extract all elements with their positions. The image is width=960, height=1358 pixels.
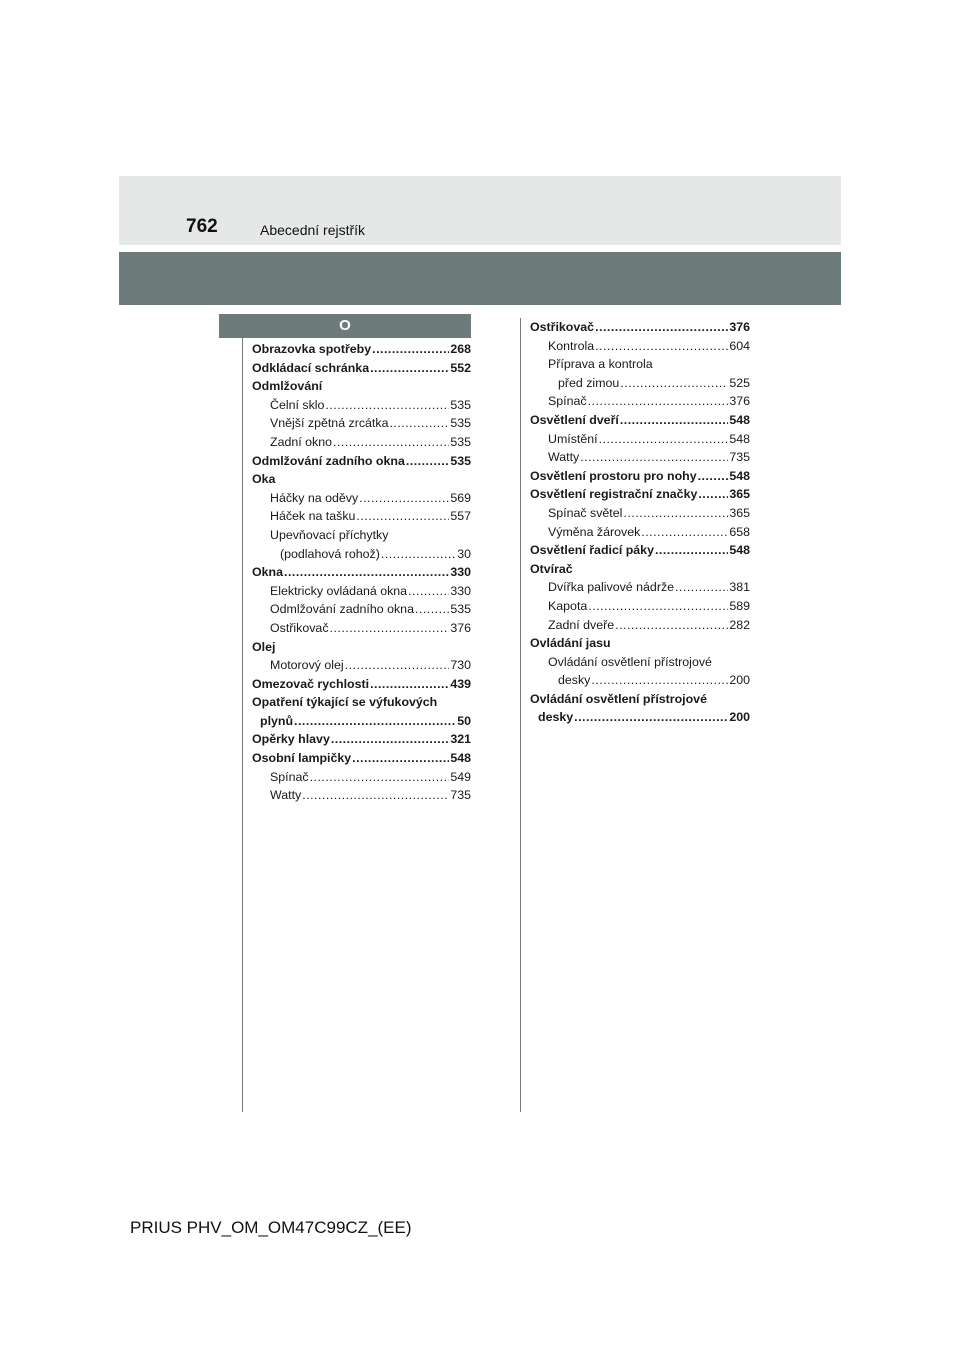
index-entry: [530, 708, 750, 727]
index-entry-term: Ovládání osvětlení přístrojové: [530, 691, 707, 706]
index-entry-page: 268: [450, 342, 471, 356]
index-entry: [252, 600, 471, 619]
dot-leader: [372, 340, 449, 359]
index-entry-term: Dvířka palivové nádrže: [548, 580, 675, 595]
index-entry-term: Spínač světel: [548, 505, 623, 520]
dot-leader: [595, 318, 728, 337]
index-entry-term: Omezovač rychlosti: [252, 676, 370, 691]
index-entry: [530, 392, 750, 411]
dot-leader: [359, 489, 449, 508]
index-entry-page: 557: [450, 509, 471, 524]
dot-leader: [588, 392, 729, 411]
index-entry-term: Otvírač: [530, 561, 573, 576]
dot-leader: [620, 411, 728, 430]
index-entry-page: 548: [729, 543, 750, 558]
index-entry-term: Osvětlení registrační značky: [530, 487, 698, 502]
index-entry: [530, 485, 750, 504]
page-number: 762: [186, 216, 218, 237]
index-entry: [530, 467, 750, 486]
dot-leader: [294, 712, 456, 731]
index-entry: [530, 374, 750, 393]
dot-leader: [615, 616, 728, 635]
index-entry-page: 569: [450, 490, 471, 505]
index-entry: [530, 523, 750, 542]
dot-leader: [415, 600, 449, 619]
index-entry: [530, 430, 750, 449]
dot-leader: [599, 430, 729, 449]
dot-leader: [580, 448, 728, 467]
index-entry-term: Háček na tašku: [270, 509, 356, 524]
index-entry: [252, 526, 471, 545]
index-entry: [252, 563, 471, 582]
index-entry: [252, 712, 471, 731]
index-entry-term: Háčky na oděvy: [270, 490, 359, 505]
index-entry-page: 548: [729, 468, 750, 483]
dot-leader: [370, 359, 449, 378]
index-entry: [252, 693, 471, 712]
dot-leader: [698, 485, 728, 504]
index-entry: [252, 452, 471, 471]
index-entry: [252, 582, 471, 601]
index-entry: [530, 634, 750, 653]
index-entry-term: plynů: [260, 713, 294, 728]
index-entry-term: Odmlžování: [252, 379, 323, 394]
index-entry-page: 50: [457, 713, 471, 728]
index-entry: [252, 470, 471, 489]
index-entry-term: Vnější zpětná zrcátka: [270, 416, 389, 431]
index-entry-term: Ostřikovač: [530, 320, 595, 334]
dot-leader: [591, 671, 728, 690]
dot-leader: [331, 730, 449, 749]
index-entry-page: 30: [457, 546, 471, 561]
index-entry-page: 381: [729, 580, 750, 595]
index-entry-term: Odmlžování zadního okna: [252, 453, 405, 468]
index-entry-page: 321: [450, 732, 471, 747]
header-band: [119, 176, 841, 245]
index-entry-page: 552: [450, 360, 471, 375]
document-code: PRIUS PHV_OM_OM47C99CZ_(EE): [130, 1218, 412, 1237]
dot-leader: [595, 337, 728, 356]
index-entry: [252, 489, 471, 508]
index-entry: [530, 541, 750, 560]
dot-leader: [623, 504, 728, 523]
index-entry-page: 200: [729, 673, 750, 688]
index-entry-term: Odmlžování zadního okna: [270, 602, 414, 617]
index-letter-tab: O: [219, 314, 471, 338]
index-entry-term: Ovládání jasu: [530, 636, 611, 651]
index-entry-page: 549: [450, 769, 471, 784]
index-entry-page: 548: [729, 412, 750, 427]
index-entry: [252, 786, 471, 805]
index-entry: [252, 340, 471, 359]
dot-leader: [345, 656, 450, 675]
index-entry-page: 535: [450, 397, 471, 412]
index-entry-term: desky: [538, 710, 574, 725]
index-entry-term: Umístění: [548, 431, 598, 446]
dot-leader: [588, 597, 728, 616]
index-entry: [530, 578, 750, 597]
index-entry-term: Opatření týkající se výfukových: [252, 695, 438, 710]
index-entry: [252, 414, 471, 433]
index-entry: [530, 690, 750, 709]
index-entry: [530, 318, 750, 337]
index-entry: [252, 359, 471, 378]
index-entry-term: Spínač: [548, 394, 587, 409]
index-entry-term: Osvětlení řadicí páky: [530, 543, 654, 558]
index-entry-page: 365: [729, 487, 750, 502]
index-column-right: [530, 318, 750, 727]
index-entry: [252, 638, 471, 657]
index-entry-page: 548: [729, 431, 750, 446]
index-entry-page: 376: [729, 320, 750, 334]
section-title: Abecední rejstřík: [260, 222, 366, 238]
index-entry-page: 365: [729, 505, 750, 520]
index-entry: [530, 671, 750, 690]
index-entry-page: 535: [450, 453, 471, 468]
index-entry: [252, 377, 471, 396]
dot-leader: [675, 578, 728, 597]
index-entry-page: 535: [450, 434, 471, 449]
index-entry-term: Obrazovka spotřeby: [252, 342, 372, 356]
index-entry-term: Osvětlení dveří: [530, 412, 619, 427]
index-entry-term: Čelní sklo: [270, 397, 325, 412]
index-entry-term: Ostřikovač: [270, 620, 329, 635]
dot-leader: [406, 452, 449, 471]
index-entry-term: Elektricky ovládaná okna: [270, 583, 408, 598]
column-divider-right: [520, 318, 521, 1112]
index-column-left: [252, 340, 471, 805]
dot-leader: [325, 396, 449, 415]
index-entry: [252, 545, 471, 564]
index-entry: [530, 355, 750, 374]
index-entry: [252, 656, 471, 675]
dot-leader: [574, 708, 728, 727]
index-entry: [530, 448, 750, 467]
index-entry: [252, 730, 471, 749]
dot-leader: [655, 541, 728, 560]
index-entry: [530, 597, 750, 616]
index-entry-term: Zadní dveře: [548, 617, 615, 632]
index-entry-term: (podlahová rohož): [280, 546, 380, 561]
column-divider-left: [242, 338, 243, 1112]
index-entry: [252, 507, 471, 526]
index-entry: [252, 768, 471, 787]
index-entry-page: 282: [729, 617, 750, 632]
index-entry-page: 525: [729, 375, 750, 390]
index-entry-term: před zimou: [558, 375, 620, 390]
dot-leader: [389, 414, 449, 433]
index-entry-page: 330: [450, 583, 471, 598]
dot-leader: [333, 433, 449, 452]
index-entry-term: Příprava a kontrola: [548, 357, 653, 372]
dot-leader: [310, 768, 450, 787]
index-entry-term: Zadní okno: [270, 434, 332, 449]
index-entry-page: 439: [450, 676, 471, 691]
index-entry-page: 735: [729, 450, 750, 465]
index-entry-term: Olej: [252, 639, 276, 654]
index-entry-term: Motorový olej: [270, 658, 344, 673]
dot-leader: [352, 749, 449, 768]
index-entry: [252, 433, 471, 452]
index-entry-page: 604: [729, 338, 750, 353]
dot-leader: [302, 786, 449, 805]
index-entry-term: Spínač: [270, 769, 309, 784]
index-entry-page: 535: [450, 416, 471, 431]
dot-leader: [356, 507, 449, 526]
index-entry-page: 376: [450, 620, 471, 635]
index-entry-page: 589: [729, 598, 750, 613]
dot-leader: [620, 374, 728, 393]
index-entry-term: Kapota: [548, 598, 588, 613]
decorative-band: [119, 252, 841, 305]
dot-leader: [408, 582, 449, 601]
index-entry-page: 548: [450, 751, 471, 766]
index-entry: [252, 749, 471, 768]
index-entry: [530, 560, 750, 579]
index-entry-term: Upevňovací příchytky: [270, 527, 389, 542]
index-entry: [530, 616, 750, 635]
index-entry-term: Ovládání osvětlení přístrojové: [548, 654, 712, 669]
index-entry-term: Opěrky hlavy: [252, 732, 330, 747]
dot-leader: [330, 619, 450, 638]
index-entry: [530, 653, 750, 672]
index-entry-term: Watty: [270, 788, 302, 803]
index-entry-term: Okna: [252, 565, 283, 580]
dot-leader: [284, 563, 449, 582]
index-entry: [252, 396, 471, 415]
dot-leader: [641, 523, 728, 542]
index-entry-page: 200: [729, 710, 750, 725]
index-entry-term: Odkládací schránka: [252, 360, 370, 375]
index-entry-term: Osvětlení prostoru pro nohy: [530, 468, 697, 483]
index-entry-term: desky: [558, 673, 591, 688]
index-entry-term: Výměna žárovek: [548, 524, 641, 539]
index-entry: [530, 411, 750, 430]
index-entry: [530, 337, 750, 356]
index-entry: [252, 619, 471, 638]
index-entry-term: Kontrola: [548, 338, 595, 353]
index-entry-page: 376: [729, 394, 750, 409]
index-entry-page: 658: [729, 524, 750, 539]
index-entry-term: Watty: [548, 450, 580, 465]
index-entry-term: Osobní lampičky: [252, 751, 352, 766]
dot-leader: [381, 545, 456, 564]
index-entry: [252, 675, 471, 694]
index-entry-page: 330: [450, 565, 471, 580]
dot-leader: [370, 675, 449, 694]
dot-leader: [698, 467, 729, 486]
index-entry-page: 735: [450, 788, 471, 803]
index-entry: [530, 504, 750, 523]
index-entry-page: 730: [450, 658, 471, 673]
index-entry-page: 535: [450, 602, 471, 617]
index-entry-term: Oka: [252, 472, 276, 487]
